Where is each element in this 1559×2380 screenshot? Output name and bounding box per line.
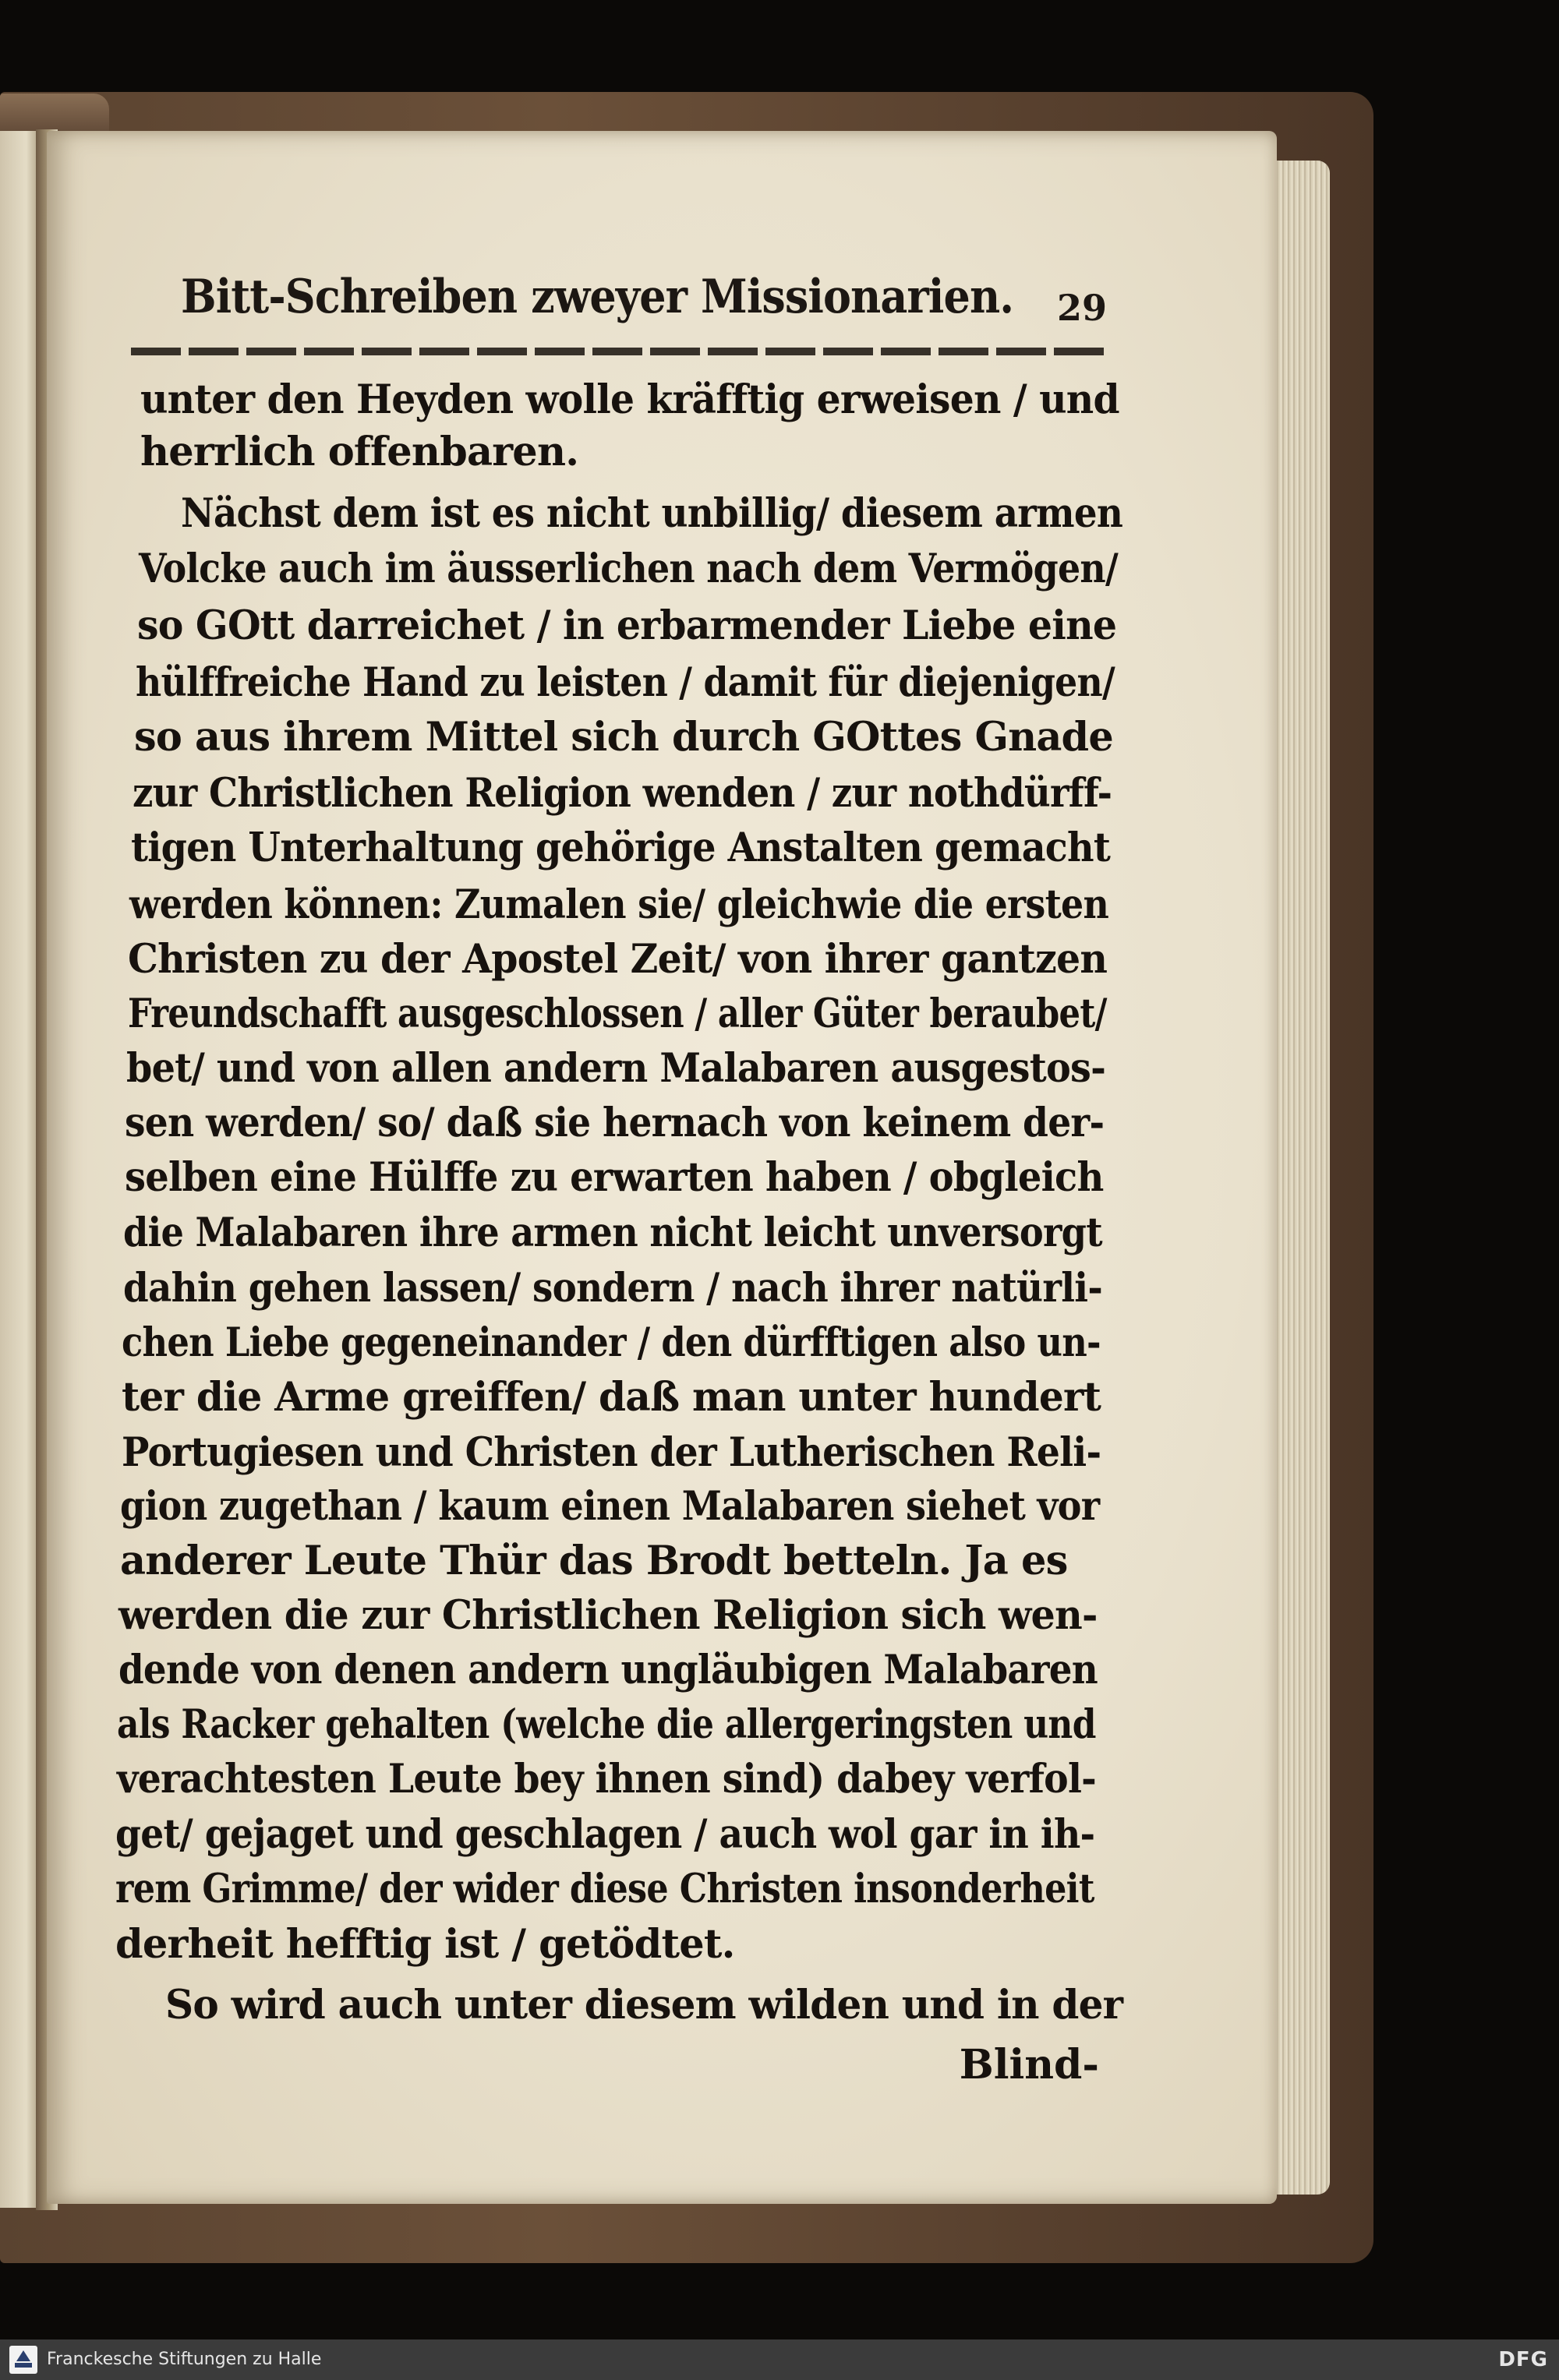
text-line: So wird auch unter diesem wilden und in der	[165, 1982, 1123, 2029]
header-rule	[131, 348, 1105, 355]
text-line: die Malabaren ihre armen nicht leicht unversorgt	[123, 1209, 1102, 1256]
running-head: Bitt-Schreiben zweyer Missionarien.	[181, 270, 1014, 324]
text-line: werden die zur Christlichen Religion sich wen-	[118, 1592, 1098, 1639]
text-line: selben eine Hülffe zu erwarten haben / obgleich	[125, 1154, 1104, 1201]
text-line: herrlich offenbaren.	[140, 429, 579, 475]
text-line: chen Liebe gegeneinander / den dürfftigen also un-	[122, 1319, 1101, 1366]
text-line: dahin gehen lassen/ sondern / nach ihrer natürli-	[123, 1265, 1103, 1312]
text-line: als Racker gehalten (welche die allergeringsten und	[117, 1701, 1096, 1748]
text-line: Portugiesen und Christen der Lutherischen Reli-	[122, 1429, 1101, 1476]
text-line: so aus ihrem Mittel sich durch GOttes Gnade	[134, 714, 1113, 761]
text-line: derheit hefftig ist / getödtet.	[115, 1921, 735, 1968]
text-line: tigen Unterhaltung gehörige Anstalten gemacht	[131, 825, 1111, 871]
left-page-edge	[0, 131, 39, 2208]
text-line: rem Grimme/ der wider diese Christen insonderheit	[115, 1866, 1094, 1912]
text-line: verachtesten Leute bey ihnen sind) dabey verfol-	[117, 1756, 1097, 1803]
text-line: bet/ und von allen andern Malabaren ausgestos-	[126, 1045, 1106, 1092]
franckesche-stiftungen-logo-icon[interactable]	[9, 2346, 37, 2374]
text-line: ter die Arme greiffen/ daß man unter hundert	[122, 1374, 1101, 1421]
text-line: Volcke auch im äusserlichen nach dem Vermögen/	[139, 546, 1119, 592]
text-line: sen werden/ so/ daß sie hernach von keinem der-	[125, 1100, 1105, 1146]
text-line: so GOtt darreichet / in erbarmender Liebe eine	[137, 602, 1117, 649]
page-number: 29	[1057, 287, 1108, 329]
catchword: Blind-	[959, 2041, 1099, 2089]
text-line: werden können: Zumalen sie/ gleichwie die ersten	[129, 881, 1109, 928]
text-line: get/ gejaget und geschlagen / auch wol gar in ih-	[115, 1811, 1095, 1858]
text-line: anderer Leute Thür das Brodt betteln. Ja es	[120, 1538, 1068, 1584]
text-line: gion zugethan / kaum einen Malabaren siehet vor	[120, 1483, 1100, 1530]
text-line: Christen zu der Apostel Zeit/ von ihrer gantzen	[128, 936, 1108, 983]
text-line: dende von denen andern ungläubigen Malabaren	[118, 1647, 1098, 1693]
footer-bar	[0, 2339, 1559, 2380]
text-line: zur Christlichen Religion wenden / zur nothdürff-	[133, 770, 1112, 817]
footer-institution-link[interactable]: Franckesche Stiftungen zu Halle	[47, 2350, 322, 2369]
text-line: Nächst dem ist es nicht unbillig/ diesem armen	[181, 490, 1123, 537]
dfg-logo[interactable]: DFG	[1498, 2348, 1548, 2371]
text-line: hülffreiche Hand zu leisten / damit für diejenigen/	[136, 659, 1115, 706]
text-line: Freundschafft ausgeschlossen / aller Güter beraubet/	[128, 990, 1107, 1037]
text-line: unter den Heyden wolle kräfftig erweisen / und	[140, 376, 1119, 423]
